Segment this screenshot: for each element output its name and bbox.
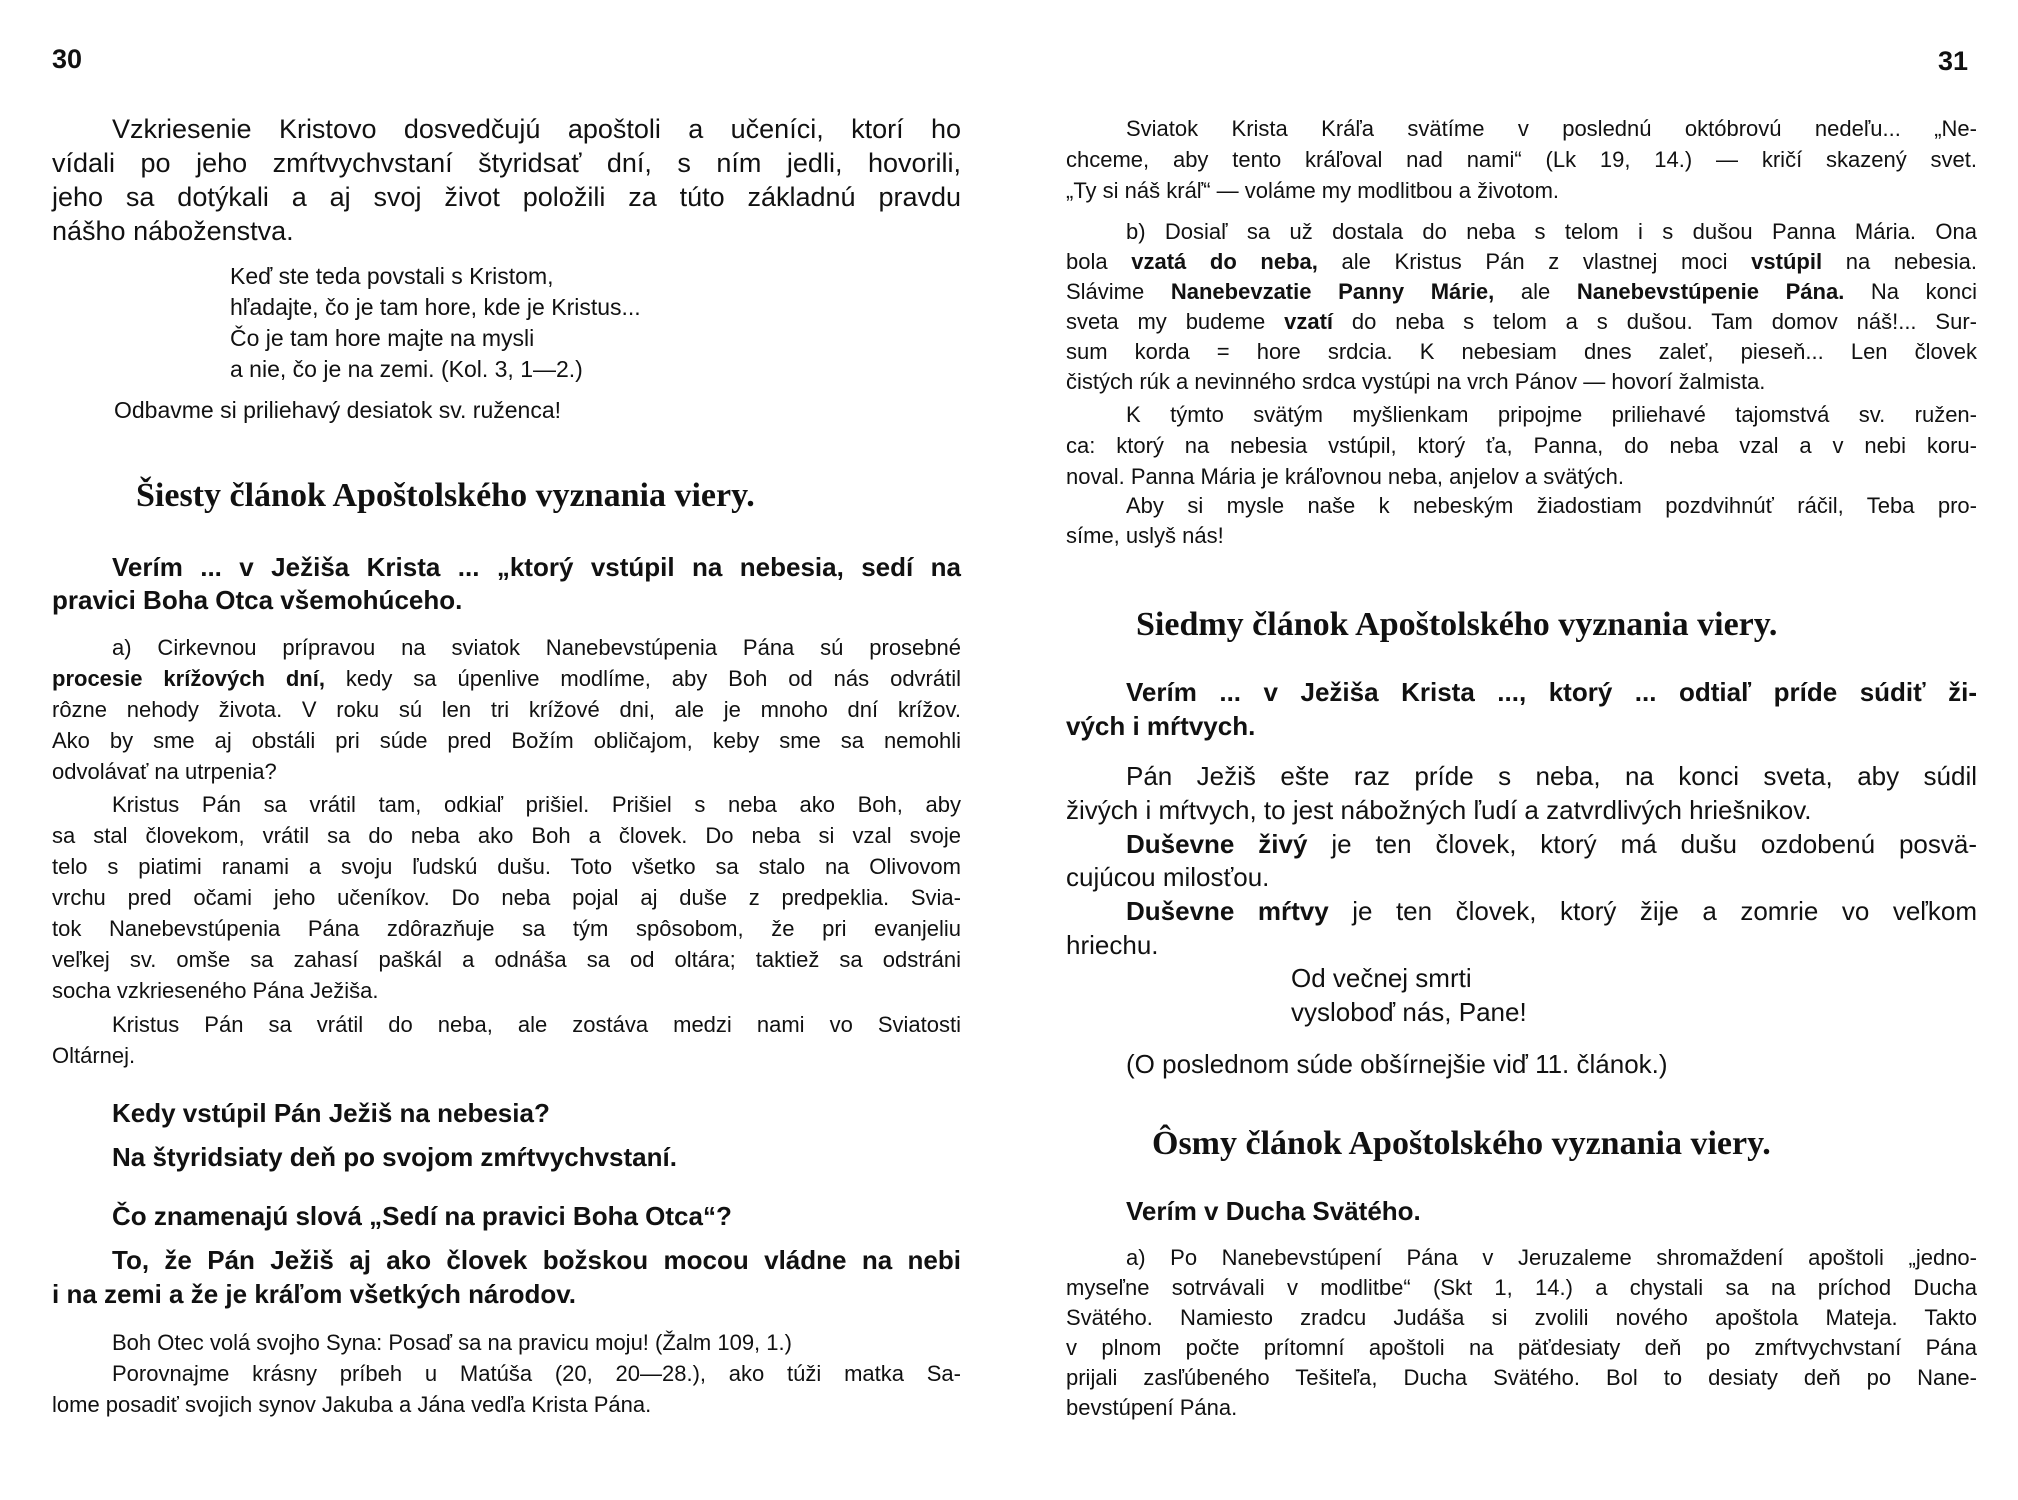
text-line: Čo je tam hore majte na mysli [230, 324, 535, 351]
text-line: Verím ... v Ježiša Krista ..., ktorý ... odtiaľ príde súdiť ži- [1126, 677, 1977, 707]
text-line: Ôsmy článok Apoštolského vyznania viery. [1152, 1125, 1771, 1162]
text-line: Šiesty článok Apoštolského vyznania viery. [136, 477, 755, 514]
text-line: Aby si mysle naše k nebeským žiadostiam pozdvihnúť ráčil, Teba pro- [1126, 493, 1977, 518]
text-line: hriechu. [1066, 930, 1159, 960]
text-line: živých i mŕtvych, to jest nábožných ľudí a zatvrdlivých hriešnikov. [1066, 795, 1812, 825]
text-line: a) Cirkevnou prípravou na sviatok Nanebevstúpenia Pána sú prosebné [112, 634, 961, 660]
bold-phrase: Duševne živý [1126, 828, 1308, 859]
text-line [1066, 307, 1977, 337]
text-line: vysloboď nás, Pane! [1291, 997, 1527, 1027]
text-line: Kedy vstúpil Pán Ježiš na nebesia? [112, 1098, 550, 1128]
text-line: Verím ... v Ježiša Krista ... „ktorý vstúpil na nebesia, sedí na [112, 551, 961, 582]
text-line: socha vzkrieseného Pána Ježiša. [52, 977, 379, 1003]
bold-phrase: vzatí [1284, 309, 1334, 334]
bold-phrase: vstúpil [1751, 249, 1823, 274]
text-segment: do neba s telom a s dušou. Tam domov náš!... Sur- [1333, 309, 1977, 334]
text-line: telo s piatimi ranami a svoju ľudskú dušu. Toto všetko sa stalo na Olivovom [52, 853, 961, 879]
text-line: Keď ste teda povstali s Kristom, [230, 262, 554, 289]
text-line: chceme, aby tento kráľoval nad nami“ (Lk 19, 14.) — kričí skazený svet. [1066, 146, 1977, 172]
text-line: ca: ktorý na nebesia vstúpil, ktorý ťa, Panna, do neba vzal a v nebi koru- [1066, 432, 1977, 458]
text-line: K týmto svätým myšlienkam pripojme priliehavé tajomstvá sv. ružen- [1126, 401, 1977, 427]
text-line: (O poslednom súde obšírnejšie viď 11. článok.) [1126, 1049, 1668, 1079]
text-line: lome posadiť svojich synov Jakuba a Jána vedľa Krista Pána. [52, 1391, 652, 1417]
text-segment: Na konci [1844, 279, 1977, 304]
text-line: sum korda = hore srdcia. K nebesiam dnes zaleť, pieseň... Len človek [1066, 339, 1977, 364]
text-line: veľkej sv. omše sa zahasí paškál a odnáša sa od oltára; taktiež sa odstráni [52, 946, 961, 972]
text-segment: ale Kristus Pán z vlastnej moci [1317, 249, 1752, 274]
page-number-left: 30 [52, 44, 83, 74]
text-line [1066, 247, 1977, 277]
text-line: čistých rúk a nevinného srdca vystúpi na vrch Pánov — hovorí žalmista. [1066, 369, 1766, 394]
bold-phrase: procesie krížových dní, [52, 665, 325, 691]
text-line: a nie, čo je na zemi. (Kol. 3, 1—2.) [230, 355, 583, 382]
text-line: b) Dosiaľ sa už dostala do neba s telom i s dušou Panna Mária. Ona [1126, 219, 1977, 244]
text-segment: sveta my budeme [1066, 309, 1285, 334]
text-line: Kristus Pán sa vrátil do neba, ale zostáva medzi nami vo Sviatosti [112, 1011, 961, 1037]
text-line: jeho sa dotýkali a aj svoj život položili za túto základnú pravdu [52, 182, 961, 212]
text-line: odvolávať na utrpenia? [52, 758, 277, 784]
text-line [1126, 828, 1977, 861]
text-line: Kristus Pán sa vrátil tam, odkiaľ prišiel. Prišiel s neba ako Boh, aby [112, 791, 961, 817]
text-line: prijali zasľúbeného Tešiteľa, Ducha Svätého. Bol to desiaty deň po Nane- [1066, 1365, 1977, 1390]
text-line: cujúcou milosťou. [1066, 861, 1270, 892]
text-line: Verím v Ducha Svätého. [1126, 1196, 1421, 1226]
text-segment: kedy sa úpenlive modlíme, aby Boh od nás odvrátil [324, 665, 961, 691]
bold-phrase: Duševne mŕtvy [1126, 896, 1329, 926]
text-line: nášho náboženstva. [52, 216, 294, 246]
text-line: Pán Ježiš ešte raz príde s neba, na konci sveta, aby súdil [1126, 761, 1977, 791]
bold-phrase: Nanebevzatie Panny Márie, [1170, 279, 1495, 304]
page-number-right: 31 [1938, 46, 1969, 76]
text-line [52, 663, 961, 694]
text-line: i na zemi a že je kráľom všetkých národov. [52, 1279, 576, 1309]
text-line: v plnom počte prítomní apoštoli na päťdesiaty deň po zmŕtvychvstaní Pána [1066, 1335, 1977, 1360]
text-line: Siedmy článok Apoštolského vyznania viery. [1136, 606, 1778, 643]
text-line: Porovnajme krásny príbeh u Matúša (20, 20—28.), ako túži matka Sa- [112, 1360, 961, 1386]
text-line: vrchu pred očami jeho učeníkov. Do neba pojal aj duše z predpeklia. Svia- [52, 884, 961, 910]
text-line [1066, 277, 1977, 307]
text-line: myseľne sotrvávali v modlitbe“ (Skt 1, 14.) a chystali sa na príchod Ducha [1066, 1275, 1977, 1300]
text-line: Od večnej smrti [1291, 963, 1472, 993]
text-line: Ako by sme aj obstáli pri súde pred Božím obličajom, keby sme sa nemohli [52, 727, 961, 753]
bold-phrase: vzatá do neba, [1131, 249, 1318, 274]
text-line: rôzne nehody života. V roku sú len tri krížové dni, ale je mnoho dní krížov. [52, 696, 961, 722]
text-line: Vzkriesenie Kristovo dosvedčujú apoštoli a učeníci, ktorí ho [112, 114, 961, 144]
text-line: Oltárnej. [52, 1042, 136, 1068]
bold-phrase: Nanebevstúpenie Pána. [1576, 279, 1845, 304]
text-line: vých i mŕtvych. [1066, 711, 1256, 741]
text-line: To, že Pán Ježiš aj ako človek božskou mocou vládne na nebi [112, 1245, 961, 1275]
text-line: Na štyridsiaty deň po svojom zmŕtvychvstaní. [112, 1142, 677, 1172]
text-line: a) Po Nanebevstúpení Pána v Jeruzaleme shromaždení apoštoli „jedno- [1126, 1245, 1977, 1270]
text-line: Svätého. Namiesto zradcu Judáša si zvolili nového apoštola Mateja. Takto [1066, 1305, 1977, 1330]
text-line: „Ty si náš kráľ“ — voláme my modlitbou a životom. [1066, 177, 1560, 203]
text-segment: Slávime [1066, 279, 1171, 304]
text-line [1126, 894, 1977, 928]
text-line: Sviatok Krista Kráľa svätíme v poslednú októbrovú nedeľu... „Ne- [1126, 115, 1977, 141]
text-line: tok Nanebevstúpenia Pána zdôrazňuje sa tým spôsobom, že pri evanjeliu [52, 915, 961, 941]
text-line: sa stal človekom, vrátil sa do neba ako Boh a človek. Do neba si vzal svoje [52, 822, 961, 848]
text-segment: na nebesia. [1822, 249, 1977, 274]
text-line: bevstúpení Pána. [1066, 1395, 1238, 1420]
text-segment: je ten človek, ktorý má dušu ozdobenú posvä- [1307, 828, 1977, 859]
text-segment: je ten človek, ktorý žije a zomrie vo veľkom [1328, 896, 1977, 926]
text-line: Odbavme si priliehavý desiatok sv. ruženca! [114, 396, 561, 423]
text-line: pravici Boha Otca všemohúceho. [52, 584, 463, 615]
text-line: noval. Panna Mária je kráľovnou neba, anjelov a svätých. [1066, 463, 1624, 489]
text-line: Boh Otec volá svojho Syna: Posaď sa na pravicu moju! (Žalm 109, 1.) [112, 1329, 792, 1355]
text-line: Čo znamenajú slová „Sedí na pravici Boha Otca“? [112, 1201, 732, 1231]
text-segment: bola [1066, 249, 1132, 274]
text-segment: ale [1494, 279, 1577, 304]
text-line: hľadajte, čo je tam hore, kde je Kristus... [230, 293, 641, 320]
text-line: vídali po jeho zmŕtvychvstaní štyridsať dní, s ním jedli, hovorili, [52, 148, 961, 178]
text-line: síme, uslyš nás! [1066, 523, 1224, 548]
